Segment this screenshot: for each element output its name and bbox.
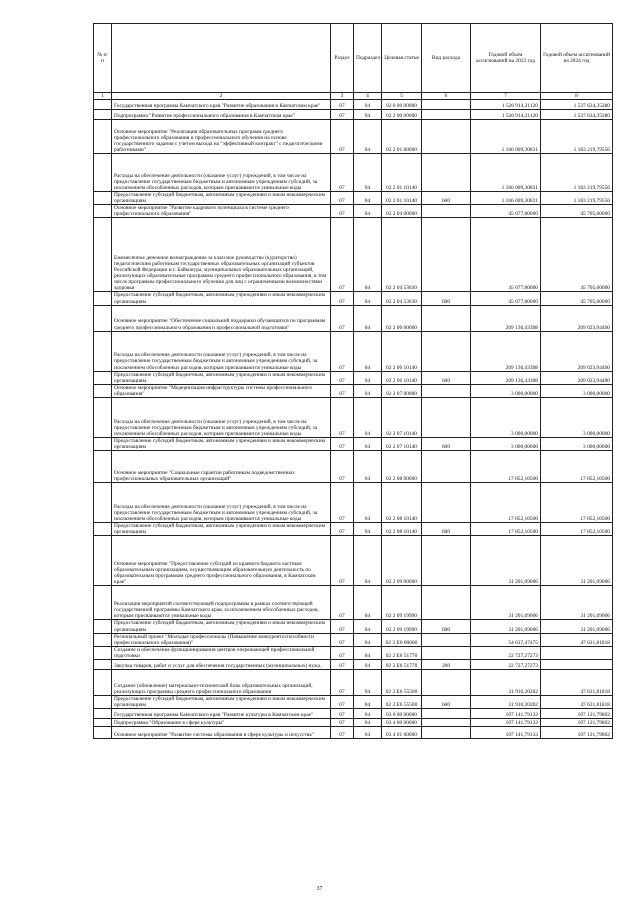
target-cell: 02 2 09 19990 xyxy=(382,586,422,620)
subsection-cell: 04 xyxy=(354,371,382,384)
table-row xyxy=(94,205,613,218)
target-cell: 02 2 04 53630 xyxy=(382,292,422,305)
expense-cell xyxy=(422,727,471,739)
table-row xyxy=(94,218,613,292)
amount-2024-cell: 17 852,10500 xyxy=(541,451,613,483)
subsection-cell: 04 xyxy=(354,586,382,620)
target-cell: 02 2 09 19990 xyxy=(382,620,422,633)
name-cell: Предоставление субсидий бюджетным, автономным учреждениям и иным некоммерческим организациям xyxy=(112,192,331,205)
amount-2023-cell: 107 141,79133 xyxy=(471,719,541,727)
table-row xyxy=(94,438,613,451)
target-cell: 02 2 08 10140 xyxy=(382,483,422,523)
name-cell: Подпрограмма "Развитие профессионального образования в Камчатском крае" xyxy=(112,110,331,120)
column-index-row xyxy=(94,93,613,100)
table-row xyxy=(94,709,613,719)
num-cell xyxy=(94,727,112,739)
amount-2023-cell: 3 000,00000 xyxy=(471,438,541,451)
section-cell: 07 xyxy=(331,727,354,739)
target-cell: 02 2 08 10140 xyxy=(382,523,422,536)
subsection-cell: 04 xyxy=(354,205,382,218)
expense-cell: 600 xyxy=(422,292,471,305)
subsection-cell: 04 xyxy=(354,523,382,536)
target-cell: 02 2 06 10140 xyxy=(382,371,422,384)
amount-2024-cell: 209 023,94400 xyxy=(541,305,613,331)
section-cell: 07 xyxy=(331,192,354,205)
target-cell: 02 2 08 00000 xyxy=(382,451,422,483)
target-cell: 02 2 01 10140 xyxy=(382,192,422,205)
num-cell xyxy=(94,205,112,218)
subsection-cell: 04 xyxy=(354,695,382,708)
header-target: Целевая статья xyxy=(382,24,422,93)
expense-cell: 600 xyxy=(422,695,471,708)
table-row xyxy=(94,305,613,331)
table-row xyxy=(94,659,613,669)
subsection-cell: 04 xyxy=(354,620,382,633)
num-cell xyxy=(94,110,112,120)
num-cell xyxy=(94,154,112,192)
header-name xyxy=(112,24,331,93)
table-row xyxy=(94,646,613,659)
amount-2024-cell: 3 000,00000 xyxy=(541,384,613,397)
index-cell: 6 xyxy=(422,93,471,100)
subsection-cell: 04 xyxy=(354,292,382,305)
subsection-cell: 04 xyxy=(354,110,382,120)
amount-2024-cell: 31 201,09006 xyxy=(541,536,613,586)
section-cell: 07 xyxy=(331,154,354,192)
num-cell xyxy=(94,646,112,659)
name-cell: Предоставление субсидий бюджетным, автономным учреждениям и иным некоммерческим организациям xyxy=(112,371,331,384)
target-cell: 02 2 E6 51770 xyxy=(382,659,422,669)
amount-2024-cell: 17 852,10500 xyxy=(541,523,613,536)
expense-cell xyxy=(422,110,471,120)
subsection-cell: 04 xyxy=(354,646,382,659)
target-cell: 02 0 00 00000 xyxy=(382,100,422,110)
amount-2023-cell: 107 141,79133 xyxy=(471,727,541,739)
expense-cell xyxy=(422,669,471,695)
section-cell: 07 xyxy=(331,371,354,384)
name-cell: Подпрограмма "Образование в сфере культуры" xyxy=(112,719,331,727)
amount-2024-cell: 45 705,60000 xyxy=(541,205,613,218)
table-row xyxy=(94,371,613,384)
section-cell: 07 xyxy=(331,100,354,110)
subsection-cell: 04 xyxy=(354,192,382,205)
section-cell: 07 xyxy=(331,709,354,719)
num-cell xyxy=(94,218,112,292)
table-row xyxy=(94,451,613,483)
index-cell: 5 xyxy=(382,93,422,100)
table-row xyxy=(94,154,613,192)
amount-2024-cell: 107 121,79802 xyxy=(541,727,613,739)
header-subsection: Подраздел xyxy=(354,24,382,93)
target-cell: 02 2 01 10140 xyxy=(382,154,422,192)
table-row xyxy=(94,727,613,739)
num-cell xyxy=(94,620,112,633)
amount-2023-cell: 22 727,27273 xyxy=(471,646,541,659)
amount-2023-cell: 1 166 009,30831 xyxy=(471,120,541,154)
section-cell: 07 xyxy=(331,451,354,483)
index-cell: 1 xyxy=(94,93,112,100)
name-cell: Расходы на обеспечение деятельности (оказание услуг) учреждений, в том числе на предоставление государственным бюджетным и автономным учреждениям субсидий, за исключением обособленных расходов, которым присваиваются уникальные коды xyxy=(112,154,331,192)
num-cell xyxy=(94,451,112,483)
amount-2024-cell: 1 183 219,79556 xyxy=(541,154,613,192)
amount-2023-cell: 1 526 914,21120 xyxy=(471,100,541,110)
amount-2024-cell: 17 852,10500 xyxy=(541,483,613,523)
target-cell: 02 2 E6 51770 xyxy=(382,646,422,659)
name-cell: Государственная программа Камчатского края "Развитие образования в Камчатском крае" xyxy=(112,100,331,110)
section-cell: 07 xyxy=(331,483,354,523)
section-cell: 07 xyxy=(331,669,354,695)
name-cell: Расходы на обеспечение деятельности (оказание услуг) учреждений, в том числе на предоставление государственным бюджетным и автономным учреждениям субсидий, за исключением обособленных расходов, которым присваиваются уникальные коды xyxy=(112,331,331,371)
subsection-cell: 04 xyxy=(354,536,382,586)
name-cell: Основное мероприятие "Обеспечение социальной поддержки обучающихся по программам среднего профессионального образования и профессиональной подготовки" xyxy=(112,305,331,331)
target-cell: 03 4 00 00000 xyxy=(382,719,422,727)
table-row xyxy=(94,483,613,523)
section-cell: 07 xyxy=(331,292,354,305)
amount-2024-cell: 31 201,09006 xyxy=(541,620,613,633)
name-cell: Создание и обеспечение функционирования центров опережающей профессиональной подготовки xyxy=(112,646,331,659)
name-cell: Региональный проект "Молодые профессионалы (Повышение конкурентоспособности профессионального образования)" xyxy=(112,633,331,646)
table-row xyxy=(94,695,613,708)
num-cell xyxy=(94,398,112,438)
header-section: Раздел xyxy=(331,24,354,93)
name-cell: Основное мероприятие "Реализация образовательных программ среднего профессионального образования и профессионального обучения на основе государственного задания с учетом выхода на "эффективный контракт" с педагогическими работниками" xyxy=(112,120,331,154)
target-cell: 03 4 01 00000 xyxy=(382,727,422,739)
expense-cell xyxy=(422,120,471,154)
num-cell xyxy=(94,120,112,154)
expense-cell xyxy=(422,719,471,727)
subsection-cell: 04 xyxy=(354,719,382,727)
name-cell: Основное мероприятие "Развитие кадрового потенциала в системе среднего профессионального образования" xyxy=(112,205,331,218)
section-cell: 07 xyxy=(331,536,354,586)
amount-2023-cell: 17 852,10500 xyxy=(471,483,541,523)
amount-2023-cell: 31 910,20202 xyxy=(471,669,541,695)
amount-2023-cell: 209 136,43308 xyxy=(471,371,541,384)
header-expense: Вид расхода xyxy=(422,24,471,93)
expense-cell xyxy=(422,709,471,719)
target-cell: 02 2 06 00000 xyxy=(382,305,422,331)
table-row xyxy=(94,331,613,371)
index-cell: 3 xyxy=(331,93,354,100)
target-cell: 02 2 04 53630 xyxy=(382,218,422,292)
subsection-cell: 04 xyxy=(354,709,382,719)
name-cell: Основное мероприятие "Развитие системы образования в сфере культуры и искусства" xyxy=(112,727,331,739)
name-cell: Ежемесячное денежное вознаграждение за классное руководство (кураторство) педагогическим работникам государственных образовательных организаций субъектов Российской Федерации и г. Байконура, муниципальных образовательных организаций, реализующих образовательные программы среднего профессионального образования, в том числе программы профессионального обучения для лиц с ограниченными возможностями здоровья xyxy=(112,218,331,292)
name-cell: Расходы на обеспечение деятельности (оказание услуг) учреждений, в том числе на предоставление государственным бюджетным и автономным учреждениям субсидий, за исключением обособленных расходов, которым присваиваются уникальные коды xyxy=(112,483,331,523)
subsection-cell: 04 xyxy=(354,331,382,371)
num-cell xyxy=(94,331,112,371)
expense-cell xyxy=(422,154,471,192)
name-cell: Реализация мероприятий соответствующей подпрограммы в рамках соответствующей государственной программы Камчатского края, за исключением обособленных расходов, которым присваиваются уникальные коды xyxy=(112,586,331,620)
table-row xyxy=(94,292,613,305)
amount-2023-cell: 3 000,00000 xyxy=(471,398,541,438)
expense-cell xyxy=(422,483,471,523)
amount-2024-cell: 1 537 634,35280 xyxy=(541,100,613,110)
table-row xyxy=(94,120,613,154)
num-cell xyxy=(94,371,112,384)
header-row xyxy=(94,24,613,93)
index-cell: 8 xyxy=(541,93,613,100)
amount-2024-cell: 1 183 219,79556 xyxy=(541,120,613,154)
num-cell xyxy=(94,483,112,523)
table-row xyxy=(94,620,613,633)
table-row xyxy=(94,633,613,646)
section-cell: 07 xyxy=(331,719,354,727)
target-cell: 02 2 E6 55500 xyxy=(382,669,422,695)
num-cell xyxy=(94,586,112,620)
target-cell: 02 2 00 00000 xyxy=(382,110,422,120)
subsection-cell: 04 xyxy=(354,483,382,523)
amount-2023-cell: 17 852,10500 xyxy=(471,451,541,483)
amount-2023-cell: 1 166 009,30831 xyxy=(471,154,541,192)
name-cell: Основное мероприятие "Модернизация инфраструктуры системы профессионального образования" xyxy=(112,384,331,397)
table-row xyxy=(94,523,613,536)
num-cell xyxy=(94,523,112,536)
amount-2023-cell: 45 077,80000 xyxy=(471,292,541,305)
target-cell: 02 2 09 00000 xyxy=(382,536,422,586)
expense-cell xyxy=(422,646,471,659)
section-cell: 07 xyxy=(331,523,354,536)
amount-2024-cell: 31 201,09006 xyxy=(541,586,613,620)
section-cell: 07 xyxy=(331,205,354,218)
target-cell: 02 2 06 10140 xyxy=(382,331,422,371)
amount-2024-cell xyxy=(541,659,613,669)
index-cell: 2 xyxy=(112,93,331,100)
budget-table xyxy=(93,23,613,739)
subsection-cell: 04 xyxy=(354,438,382,451)
header-num: № п/п xyxy=(94,24,112,93)
amount-2024-cell: 107 121,79802 xyxy=(541,709,613,719)
target-cell: 03 0 00 00000 xyxy=(382,709,422,719)
subsection-cell: 04 xyxy=(354,218,382,292)
expense-cell xyxy=(422,205,471,218)
name-cell: Создание (обновление) материально-технической базы образовательных организаций, реализующих программы среднего профессионального образования xyxy=(112,669,331,695)
expense-cell: 600 xyxy=(422,523,471,536)
expense-cell xyxy=(422,398,471,438)
amount-2024-cell: 209 023,94400 xyxy=(541,371,613,384)
amount-2024-cell: 3 000,00000 xyxy=(541,438,613,451)
name-cell: Основное мероприятие "Социальные гарантии работникам подведомственных профессиональных образовательных организаций" xyxy=(112,451,331,483)
amount-2023-cell: 1 526 914,21120 xyxy=(471,110,541,120)
amount-2023-cell: 1 166 009,30831 xyxy=(471,192,541,205)
amount-2023-cell: 107 141,79133 xyxy=(471,709,541,719)
amount-2024-cell: 47 631,81818 xyxy=(541,695,613,708)
name-cell: Расходы на обеспечение деятельности (оказание услуг) учреждений, в том числе на предоставление государственным бюджетным и автономным учреждениям субсидий, за исключением обособленных расходов, которым присваиваются уникальные коды xyxy=(112,398,331,438)
name-cell: Предоставление субсидий бюджетным, автономным учреждениям и иным некоммерческим организациям xyxy=(112,438,331,451)
name-cell: Предоставление субсидий бюджетным, автономным учреждениям и иным некоммерческим организациям xyxy=(112,292,331,305)
subsection-cell: 04 xyxy=(354,398,382,438)
expense-cell: 600 xyxy=(422,371,471,384)
amount-2023-cell: 31 201,09006 xyxy=(471,586,541,620)
amount-2023-cell: 209 136,43308 xyxy=(471,305,541,331)
subsection-cell: 04 xyxy=(354,100,382,110)
num-cell xyxy=(94,659,112,669)
num-cell xyxy=(94,719,112,727)
section-cell: 07 xyxy=(331,620,354,633)
section-cell: 07 xyxy=(331,218,354,292)
index-cell: 7 xyxy=(471,93,541,100)
amount-2023-cell: 45 077,80000 xyxy=(471,218,541,292)
subsection-cell: 04 xyxy=(354,633,382,646)
amount-2024-cell: 3 000,00000 xyxy=(541,398,613,438)
table-row xyxy=(94,669,613,695)
amount-2023-cell: 31 910,20202 xyxy=(471,695,541,708)
amount-2024-cell: 45 705,60000 xyxy=(541,218,613,292)
expense-cell xyxy=(422,451,471,483)
section-cell: 07 xyxy=(331,331,354,371)
num-cell xyxy=(94,633,112,646)
amount-2024-cell: 47 631,81818 xyxy=(541,669,613,695)
expense-cell xyxy=(422,331,471,371)
name-cell: Государственная программа Камчатского края "Развитие культуры в Камчатском крае" xyxy=(112,709,331,719)
subsection-cell: 04 xyxy=(354,669,382,695)
expense-cell xyxy=(422,100,471,110)
expense-cell xyxy=(422,305,471,331)
section-cell: 07 xyxy=(331,659,354,669)
amount-2024-cell xyxy=(541,646,613,659)
amount-2023-cell: 31 201,09006 xyxy=(471,620,541,633)
section-cell: 07 xyxy=(331,633,354,646)
table-row xyxy=(94,384,613,397)
num-cell xyxy=(94,292,112,305)
section-cell: 07 xyxy=(331,384,354,397)
section-cell: 07 xyxy=(331,695,354,708)
num-cell xyxy=(94,384,112,397)
num-cell xyxy=(94,669,112,695)
num-cell xyxy=(94,192,112,205)
section-cell: 07 xyxy=(331,305,354,331)
subsection-cell: 04 xyxy=(354,305,382,331)
name-cell: Предоставление субсидий бюджетным, автономным учреждениям и иным некоммерческим организациям xyxy=(112,523,331,536)
amount-2024-cell: 1 183 219,79556 xyxy=(541,192,613,205)
expense-cell xyxy=(422,536,471,586)
num-cell xyxy=(94,100,112,110)
target-cell: 02 2 07 10140 xyxy=(382,438,422,451)
name-cell: Предоставление субсидий бюджетным, автономным учреждениям и иным некоммерческим организациям xyxy=(112,695,331,708)
name-cell: Основное мероприятие "Предоставление субсидий из краевого бюджета частным образовательным организациям, осуществляющим образовательную деятельность по образовательным программам среднего профессионального образования, в Камчатском крае" xyxy=(112,536,331,586)
amount-2024-cell: 107 121,79802 xyxy=(541,719,613,727)
target-cell: 02 2 07 10140 xyxy=(382,398,422,438)
subsection-cell: 04 xyxy=(354,154,382,192)
target-cell: 02 2 E6 55500 xyxy=(382,695,422,708)
amount-2023-cell: 17 852,10500 xyxy=(471,523,541,536)
num-cell xyxy=(94,305,112,331)
section-cell: 07 xyxy=(331,586,354,620)
target-cell: 02 2 07 00000 xyxy=(382,384,422,397)
amount-2023-cell: 45 077,80000 xyxy=(471,205,541,218)
amount-2023-cell: 3 000,00000 xyxy=(471,384,541,397)
amount-2023-cell: 209 136,43308 xyxy=(471,331,541,371)
subsection-cell: 04 xyxy=(354,451,382,483)
num-cell xyxy=(94,695,112,708)
table-row xyxy=(94,719,613,727)
section-cell: 07 xyxy=(331,398,354,438)
subsection-cell: 04 xyxy=(354,659,382,669)
expense-cell: 200 xyxy=(422,659,471,669)
amount-2024-cell: 209 023,94400 xyxy=(541,331,613,371)
name-cell: Предоставление субсидий бюджетным, автономным учреждениям и иным некоммерческим организациям xyxy=(112,620,331,633)
table-row xyxy=(94,192,613,205)
target-cell: 02 2 04 00000 xyxy=(382,205,422,218)
section-cell: 07 xyxy=(331,646,354,659)
table-row xyxy=(94,110,613,120)
target-cell: 02 2 01 00000 xyxy=(382,120,422,154)
subsection-cell: 04 xyxy=(354,727,382,739)
table-row xyxy=(94,100,613,110)
amount-2024-cell: 1 537 634,35280 xyxy=(541,110,613,120)
expense-cell: 600 xyxy=(422,620,471,633)
amount-2023-cell: 22 727,27273 xyxy=(471,659,541,669)
amount-2023-cell: 54 637,47475 xyxy=(471,633,541,646)
section-cell: 07 xyxy=(331,110,354,120)
expense-cell: 600 xyxy=(422,192,471,205)
table-row xyxy=(94,398,613,438)
expense-cell: 600 xyxy=(422,438,471,451)
section-cell: 07 xyxy=(331,438,354,451)
amount-2024-cell: 47 631,81818 xyxy=(541,633,613,646)
table-row xyxy=(94,536,613,586)
table-row xyxy=(94,586,613,620)
expense-cell xyxy=(422,633,471,646)
header-year-2023: Годовой объем ассигнований на 2023 год xyxy=(471,24,541,93)
amount-2023-cell: 31 201,09006 xyxy=(471,536,541,586)
num-cell xyxy=(94,536,112,586)
expense-cell xyxy=(422,586,471,620)
expense-cell xyxy=(422,384,471,397)
num-cell xyxy=(94,438,112,451)
index-cell: 4 xyxy=(354,93,382,100)
section-cell: 07 xyxy=(331,120,354,154)
num-cell xyxy=(94,709,112,719)
expense-cell xyxy=(422,218,471,292)
subsection-cell: 04 xyxy=(354,120,382,154)
name-cell: Закупка товаров, работ и услуг для обеспечения государственных (муниципальных) нужд xyxy=(112,659,331,669)
amount-2024-cell: 45 705,60000 xyxy=(541,292,613,305)
target-cell: 02 2 E6 00000 xyxy=(382,633,422,646)
header-year-2024: Годовой объем ассигнований на 2024 год xyxy=(541,24,613,93)
page-number: 37 xyxy=(316,886,323,892)
subsection-cell: 04 xyxy=(354,384,382,397)
